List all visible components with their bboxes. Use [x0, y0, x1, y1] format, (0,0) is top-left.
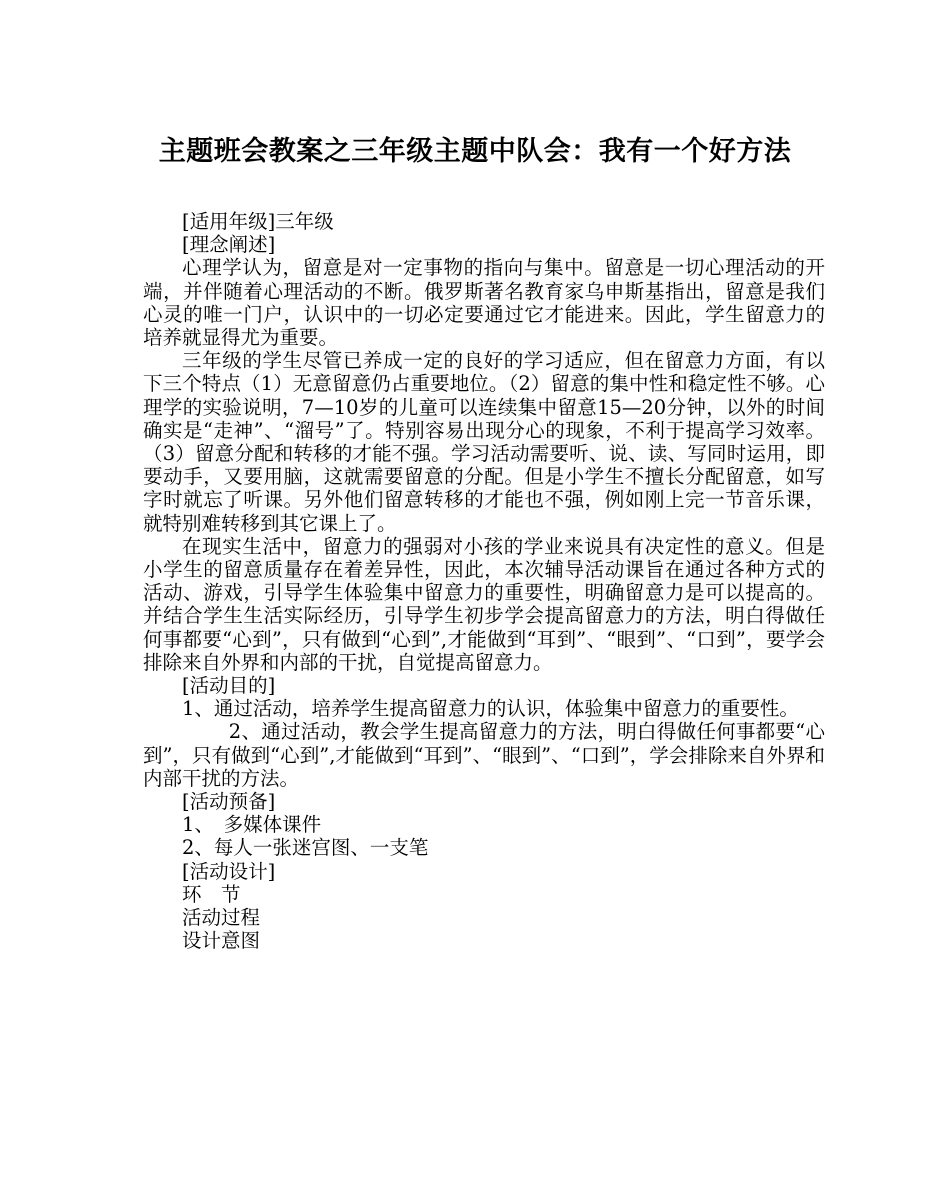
section-heading-goals: [活动目的]	[182, 674, 276, 698]
design-column-stage: 环 节	[182, 882, 241, 906]
preparation-item-2: 2、每人一张迷宫图、一支笔	[182, 836, 429, 860]
paragraph-concept-2: 三年级的学生尽管已养成一定的良好的学习适应，但在留意力方面，有以下三个特点（1）无意留意仍占重要地位。（2）留意的集中性和稳定性不够。心理学的实验说明，7—10岁的儿童可以连续集中留意15—20分钟，以外的时间确实是“走神”、“溜号”了。特别容易出现分心的现象，不利于提高学习效率。（3）留意分配和转移的才能不强。学习活动需要听、说、读、写同时运用，即要动手，又要用脑，这就需要留意的分配。但是小学生不擅长分配留意，如写字时就忘了听课。另外他们留意转移的才能也不强，例如刚上完一节音乐课，就特别难转移到其它课上了。	[143, 349, 825, 535]
goal-item-2: 2、通过活动，教会学生提高留意力的方法，明白得做任何事都要“心到”，只有做到“心到”,才能做到“耳到”、“眼到”、“口到”，学会排除来自外界和内部干扰的方法。	[143, 720, 825, 790]
grade-label: [适用年级]三年级	[182, 210, 334, 233]
document-title: 主题班会教案之三年级主题中队会：我有一个好方法	[158, 136, 792, 167]
design-column-process: 活动过程	[182, 906, 261, 930]
goal-item-1: 1、通过活动，培养学生提高留意力的认识，体验集中留意力的重要性。	[182, 697, 799, 721]
document-body	[143, 210, 825, 953]
design-column-intent: 设计意图	[182, 929, 261, 953]
paragraph-concept-1: 心理学认为，留意是对一定事物的指向与集中。留意是一切心理活动的开端，并伴随着心理活动的不断。俄罗斯著名教育家乌申斯基指出，留意是我们心灵的唯一门户，认识中的一切必定要通过它才能进来。因此，学生留意力的培养就显得尤为重要。	[143, 256, 825, 350]
section-heading-preparation: [活动预备]	[182, 790, 276, 814]
preparation-item-1: 1、 多媒体课件	[182, 813, 322, 837]
paragraph-concept-3: 在现实生活中，留意力的强弱对小孩的学业来说具有决定性的意义。但是小学生的留意质量存在着差异性，因此，本次辅导活动课旨在通过各种方式的活动、游戏，引导学生体验集中留意力的重要性，明确留意力是可以提高的。并结合学生生活实际经历，引导学生初步学会提高留意力的方法，明白得做任何事都要“心到”，只有做到“心到”,才能做到“耳到”、“眼到”、“口到”，要学会排除来自外界和内部的干扰，自觉提高留意力。	[143, 534, 825, 674]
section-heading-design: [活动设计]	[182, 859, 276, 883]
section-heading-concept: [理念阐述]	[182, 233, 276, 257]
